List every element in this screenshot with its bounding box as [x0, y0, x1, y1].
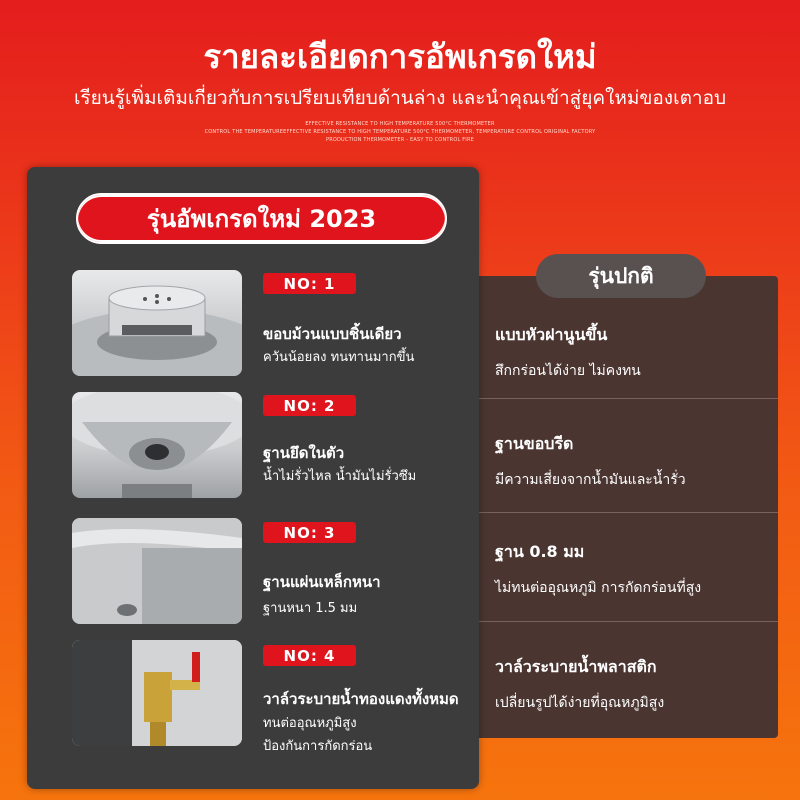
normal-row-desc: มีความเสี่ยงจากน้ำมันและน้ำรั่ว	[495, 472, 686, 488]
feature-badge: NO: 1	[263, 273, 356, 294]
normal-row	[475, 655, 778, 714]
feature-title: ขอบม้วนแบบชิ้นเดียว	[263, 325, 402, 343]
normal-row-desc: เปลี่ยนรูปได้ง่ายที่อุณหภูมิสูง	[495, 695, 665, 711]
feature-desc: ฐานหนา 1.5 มม	[263, 601, 358, 616]
steel-base-photo	[72, 518, 242, 624]
feature-badge: NO: 2	[263, 395, 356, 416]
burner-bowl-photo	[72, 392, 242, 498]
feature-title: ฐานยึดในตัว	[263, 444, 345, 462]
fine-print-line: PRODUCTION THERMOMETER - EASY TO CONTROL FIRE	[325, 137, 475, 143]
normal-row	[475, 323, 778, 382]
normal-row-title: ฐาน 0.8 มม	[495, 542, 585, 561]
page-subtitle: เรียนรู้เพิ่มเติมเกี่ยวกับการเปรียบเทียบด้านล่าง และนำคุณเข้าสู่ยุคใหม่ของเตาอบ	[73, 87, 727, 109]
feature-badge: NO: 4	[263, 645, 356, 666]
page-title: รายละเอียดการอัพเกรดใหม่	[203, 37, 597, 76]
normal-model-title: รุ่นปกติ	[536, 254, 706, 298]
row-divider	[475, 621, 778, 622]
feature-desc: น้ำไม่รั่วไหล น้ำมันไม่รั่วซึม	[263, 469, 417, 484]
normal-row-title: ฐานขอบรีด	[495, 434, 574, 453]
feature-desc: ทนต่ออุณหภูมิสูง	[263, 716, 357, 731]
normal-row	[475, 540, 778, 599]
normal-row-desc: สึกกร่อนได้ง่าย ไม่คงทน	[495, 363, 641, 379]
burner-cap-photo	[72, 270, 242, 376]
normal-row	[475, 432, 778, 491]
brass-valve-photo	[72, 640, 242, 746]
feature-desc: ป้องกันการกัดกร่อน	[263, 739, 373, 754]
feature-badge: NO: 3	[263, 522, 356, 543]
normal-row-title: วาล์วระบายน้ำพลาสติก	[495, 657, 657, 676]
fine-print-line: CONTROL THE TEMPERATUREEFFECTIVE RESISTANCE TO HIGH TEMPERATURE 500°C THERMOMETER, TEMPERATURE CONTROL ORIGINAL FACTORY	[204, 129, 596, 135]
normal-row-desc: ไม่ทนต่ออุณหภูมิ การกัดกร่อนที่สูง	[495, 580, 702, 596]
upgrade-model-title: รุ่นอัพเกรดใหม่ 2023	[76, 193, 447, 244]
row-divider	[475, 512, 778, 513]
row-divider	[475, 398, 778, 399]
feature-title: ฐานแผ่นเหล็กหนา	[263, 573, 381, 591]
normal-row-title: แบบหัวฝานูนขึ้น	[495, 325, 608, 344]
fine-print-line: EFFECTIVE RESISTANCE TO HIGH TEMPERATURE 500°C THERMOMETER	[305, 121, 495, 127]
feature-desc: ควันน้อยลง ทนทานมากขึ้น	[263, 350, 415, 365]
feature-title: วาล์วระบายน้ำทองแดงทั้งหมด	[263, 690, 459, 708]
